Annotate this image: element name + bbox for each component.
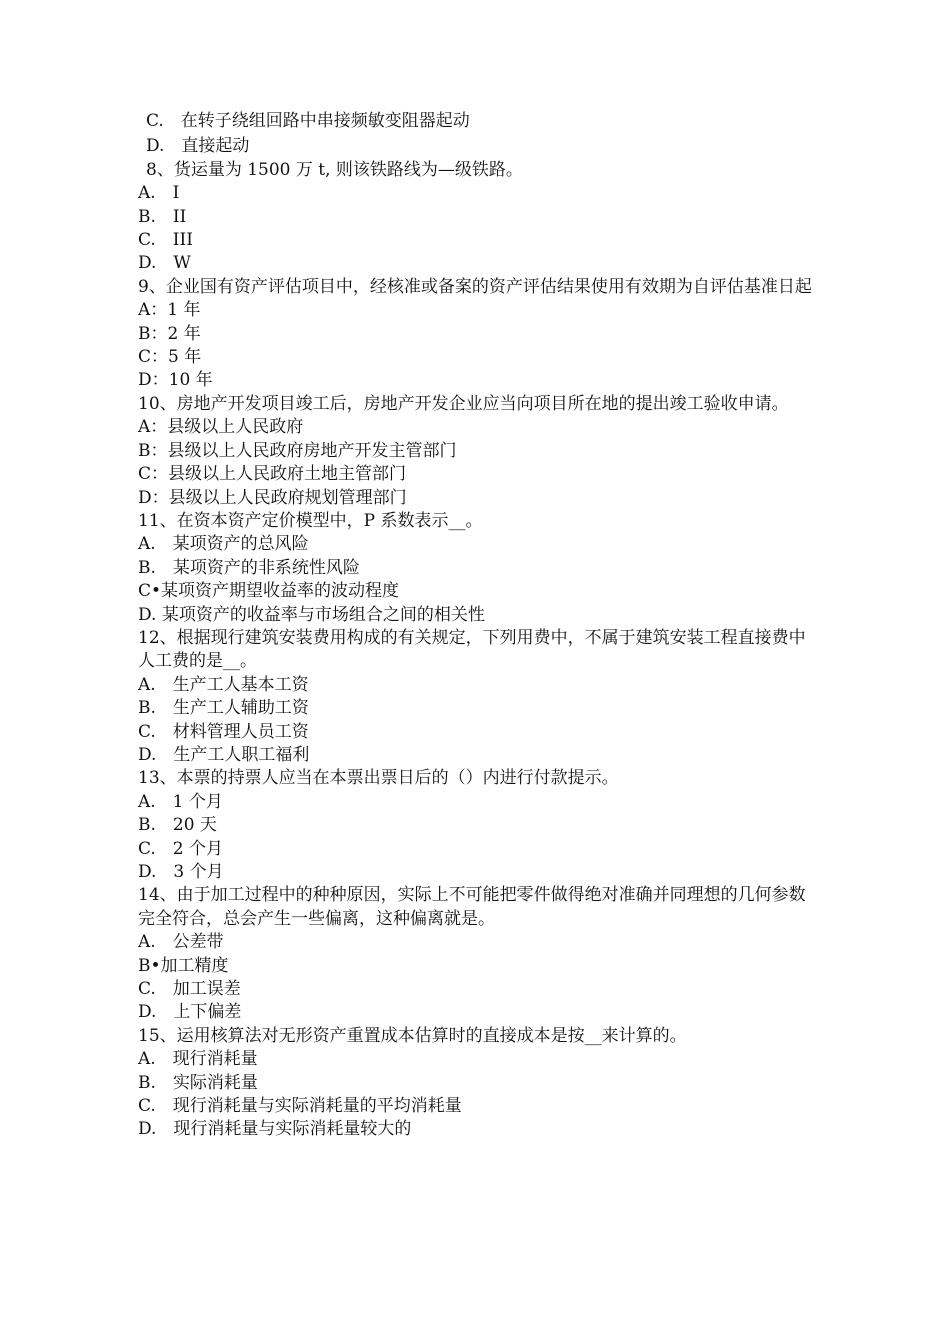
question-text: 9、企业国有资产评估项目中，经核准或备案的资产评估结果使用有效期为自评估基准日起 — [138, 276, 812, 297]
answer-option: C•某项资产期望收益率的波动程度 — [138, 581, 400, 602]
document-body — [138, 110, 818, 1142]
answer-option: D. W — [138, 253, 191, 274]
answer-option: C. 在转子绕组回路中串接频敏变阻器起动 — [146, 111, 470, 131]
question-text: 15、运用核算法对无形资产重置成本估算时的直接成本是按__来计算的。 — [138, 1025, 687, 1046]
answer-option: A. 现行消耗量 — [138, 1049, 258, 1070]
answer-option: C. III — [138, 230, 193, 251]
answer-option: C. 加工误差 — [138, 979, 241, 1000]
answer-option: D：县级以上人民政府规划管理部门 — [138, 487, 407, 508]
question-text: 14、由于加工过程中的种种原因，实际上不可能把零件做得绝对准确并同理想的几何参数完全符合，总会产生一些偏离，这种偏离就是。 — [138, 885, 806, 929]
answer-option: A. 某项资产的总风险 — [138, 534, 309, 555]
answer-option: A：县级以上人民政府 — [138, 417, 304, 438]
answer-option: D. 上下偏差 — [138, 1002, 242, 1023]
answer-option: A：1 年 — [138, 300, 201, 321]
answer-option: C. 2 个月 — [138, 838, 224, 859]
answer-option: B：2 年 — [138, 323, 201, 344]
answer-option: B. 某项资产的非系统性风险 — [138, 557, 360, 578]
answer-option: D. 3 个月 — [138, 862, 224, 882]
answer-option: D. 直接起动 — [146, 136, 250, 157]
answer-option: C：县级以上人民政府土地主管部门 — [138, 464, 407, 485]
answer-option: D. 生产工人职工福利 — [138, 744, 310, 765]
question-text: 11、在资本资产定价模型中，P 系数表示__。 — [138, 510, 483, 531]
answer-option: D. 现行消耗量与实际消耗量较大的 — [138, 1119, 412, 1140]
question-text: 12、根据现行建筑安装费用构成的有关规定，下列用费中，不属于建筑安装工程直接费中人工费的是__。 — [138, 627, 806, 672]
answer-option: D. 某项资产的收益率与市场组合之间的相关性 — [138, 604, 485, 625]
answer-option: B. 实际消耗量 — [138, 1072, 258, 1093]
answer-option: A. 公差带 — [138, 932, 224, 953]
answer-option: C. 材料管理人员工资 — [138, 721, 309, 742]
question-text: 8、货运量为 1500 万 t, 则该铁路线为—级铁路。 — [146, 159, 523, 180]
answer-option: C. 现行消耗量与实际消耗量的平均消耗量 — [138, 1096, 462, 1117]
answer-option: B. 生产工人辅助工资 — [138, 698, 309, 719]
answer-option: B：县级以上人民政府房地产开发主管部门 — [138, 440, 457, 461]
question-text: 13、本票的持票人应当在本票出票日后的（）内进行付款提示。 — [138, 768, 619, 789]
answer-option: C：5 年 — [138, 347, 202, 368]
answer-option: A. I — [138, 183, 180, 204]
answer-option: B. 20 天 — [138, 815, 217, 836]
answer-option: B. II — [138, 206, 187, 227]
answer-option: B•加工精度 — [138, 955, 229, 976]
answer-option: D：10 年 — [138, 370, 213, 391]
answer-option: A. 生产工人基本工资 — [138, 674, 309, 695]
question-text: 10、房地产开发项目竣工后，房地产开发企业应当向项目所在地的提出竣工验收申请。 — [138, 393, 789, 414]
answer-option: A. 1 个月 — [138, 791, 223, 812]
